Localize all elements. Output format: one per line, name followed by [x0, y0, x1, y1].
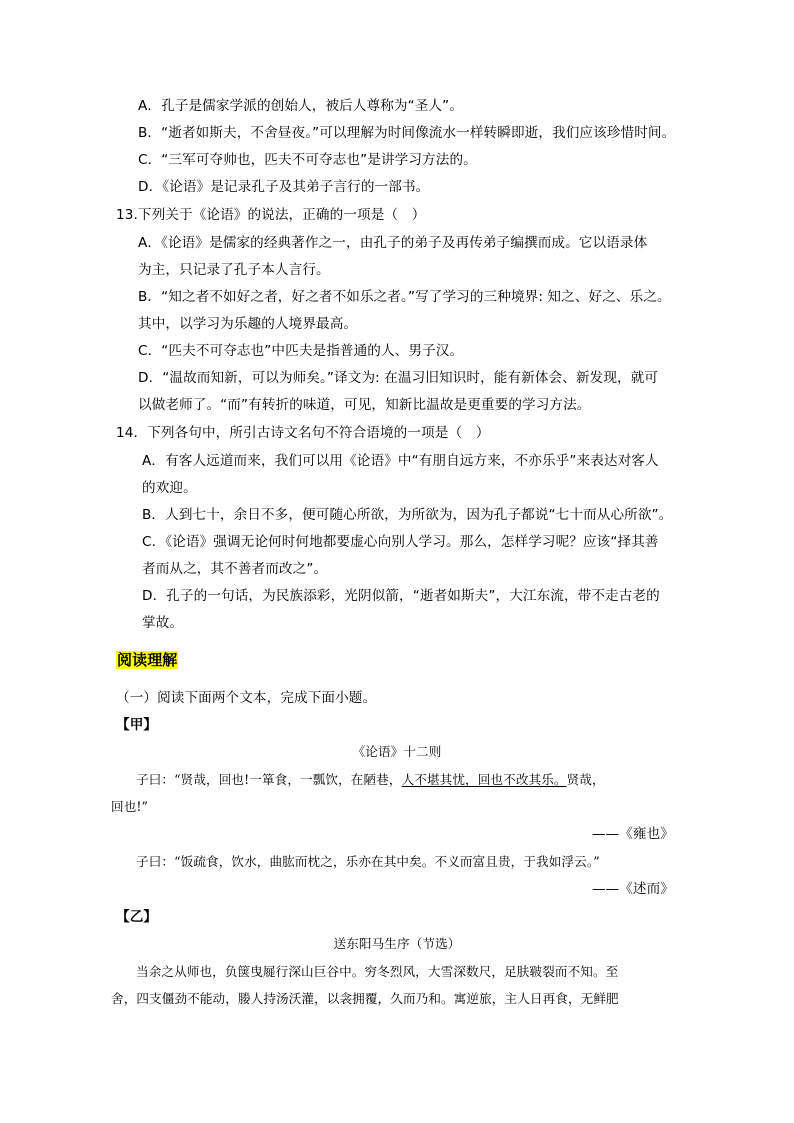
jia-p1-text: 贤哉， — [566, 772, 605, 787]
jia-p1-underlined: 人不堪其忧，回也不改其乐。 — [401, 772, 567, 787]
yi-title: 送东阳马生序（节选） — [333, 936, 461, 951]
jia-label: 【甲】 — [116, 717, 158, 733]
q13-line: 其中，以学习为乐趣的人境界最高。 — [138, 316, 358, 332]
q12-option-c: C．“三军可夺帅也，匹夫不可夺志也”是讲学习方法的。 — [138, 152, 477, 168]
jia-title: 《论语》十二则 — [352, 744, 442, 759]
q13-line: 以做老师了。“而”有转折的味道，可见，知新比温故是更重要的学习方法。 — [138, 397, 591, 413]
yi-label: 【乙】 — [116, 909, 158, 925]
q14-line: B．人到七十，余日不多，便可随心所欲，为所欲为，因为孔子都说“七十而从心所欲”。 — [142, 507, 673, 523]
q12-option-d: D．《论语》是记录孔子及其弟子言行的一部书。 — [138, 179, 430, 195]
q12-option-a: A．孔子是儒家学派的创始人，被后人尊称为“圣人”。 — [138, 98, 463, 114]
q14-line: A．有客人远道而来，我们可以用《论语》中“有朋自远方来，不亦乐乎”来表达对客人 — [142, 453, 659, 469]
section-instruction: （一）阅读下面两个文本，完成下面小题。 — [116, 690, 377, 706]
yi-line: 舍，四支僵劲不能动，媵人持汤沃灌，以衾拥覆，久而乃和。寓逆旅，主人日再食，无鲜肥 — [111, 991, 619, 1006]
q13-line: C．“匹夫不可夺志也”中匹夫是指普通的人、男子汉。 — [138, 343, 464, 359]
q14-line: 者而从之，其不善者而改之”。 — [142, 561, 328, 577]
q13-line: A．《论语》是儒家的经典著作之一，由孔子的弟子及再传弟子编撰而成。它以语录体 — [138, 235, 648, 251]
q12-option-b: B．“逝者如斯夫，不舍昼夜。”可以理解为时间像流水一样转瞬即逝，我们应该珍惜时间。 — [138, 125, 676, 141]
q13-line: D．“温故而知新，可以为师矣。”译文为: 在温习旧知识时，能有新体会、新发现，就可 — [138, 370, 659, 386]
jia-paragraph-1-line-2: 回也!” — [111, 799, 149, 814]
section-heading — [116, 650, 178, 671]
jia-source-1: ——《雍也》 — [591, 826, 674, 842]
q14-line: C．《论语》强调无论何时何地都要虚心向别人学习。那么，怎样学习呢？应该“择其善 — [142, 534, 659, 550]
jia-paragraph-1-line-1 — [136, 770, 605, 790]
q14-line: D．孔子的一句话，为民族添彩，光阴似箭，“逝者如斯夫”，大江东流，带不走古老的 — [142, 588, 660, 604]
jia-p1-text: 子曰：“贤哉，回也!一箪食，一瓢饮，在陋巷， — [136, 772, 402, 787]
q14-question: 14．下列各句中，所引古诗文名句不符合语境的一项是（ ） — [116, 425, 490, 441]
jia-source-2: ——《述而》 — [591, 881, 674, 897]
yi-line: 当余之从师也，负箧曳屣行深山巨谷中。穷冬烈风，大雪深数尺，足肤皲裂而不知。至 — [136, 964, 619, 979]
section-heading-highlight: 阅读理解 — [117, 651, 178, 669]
q14-line: 的欢迎。 — [142, 480, 197, 496]
q13-question: 13.下列关于《论语》的说法，正确的一项是（ ） — [116, 207, 426, 223]
q13-line: 为主，只记录了孔子本人言行。 — [138, 262, 330, 278]
q14-line: 掌故。 — [142, 615, 184, 631]
jia-paragraph-2: 子曰：“饭疏食，饮水，曲肱而枕之，乐亦在其中矣。不义而富且贵，于我如浮云。” — [136, 854, 600, 869]
q13-line: B．“知之者不如好之者，好之者不如乐之者。”写了学习的三种境界: 知之、好之、乐之。 — [138, 289, 671, 305]
